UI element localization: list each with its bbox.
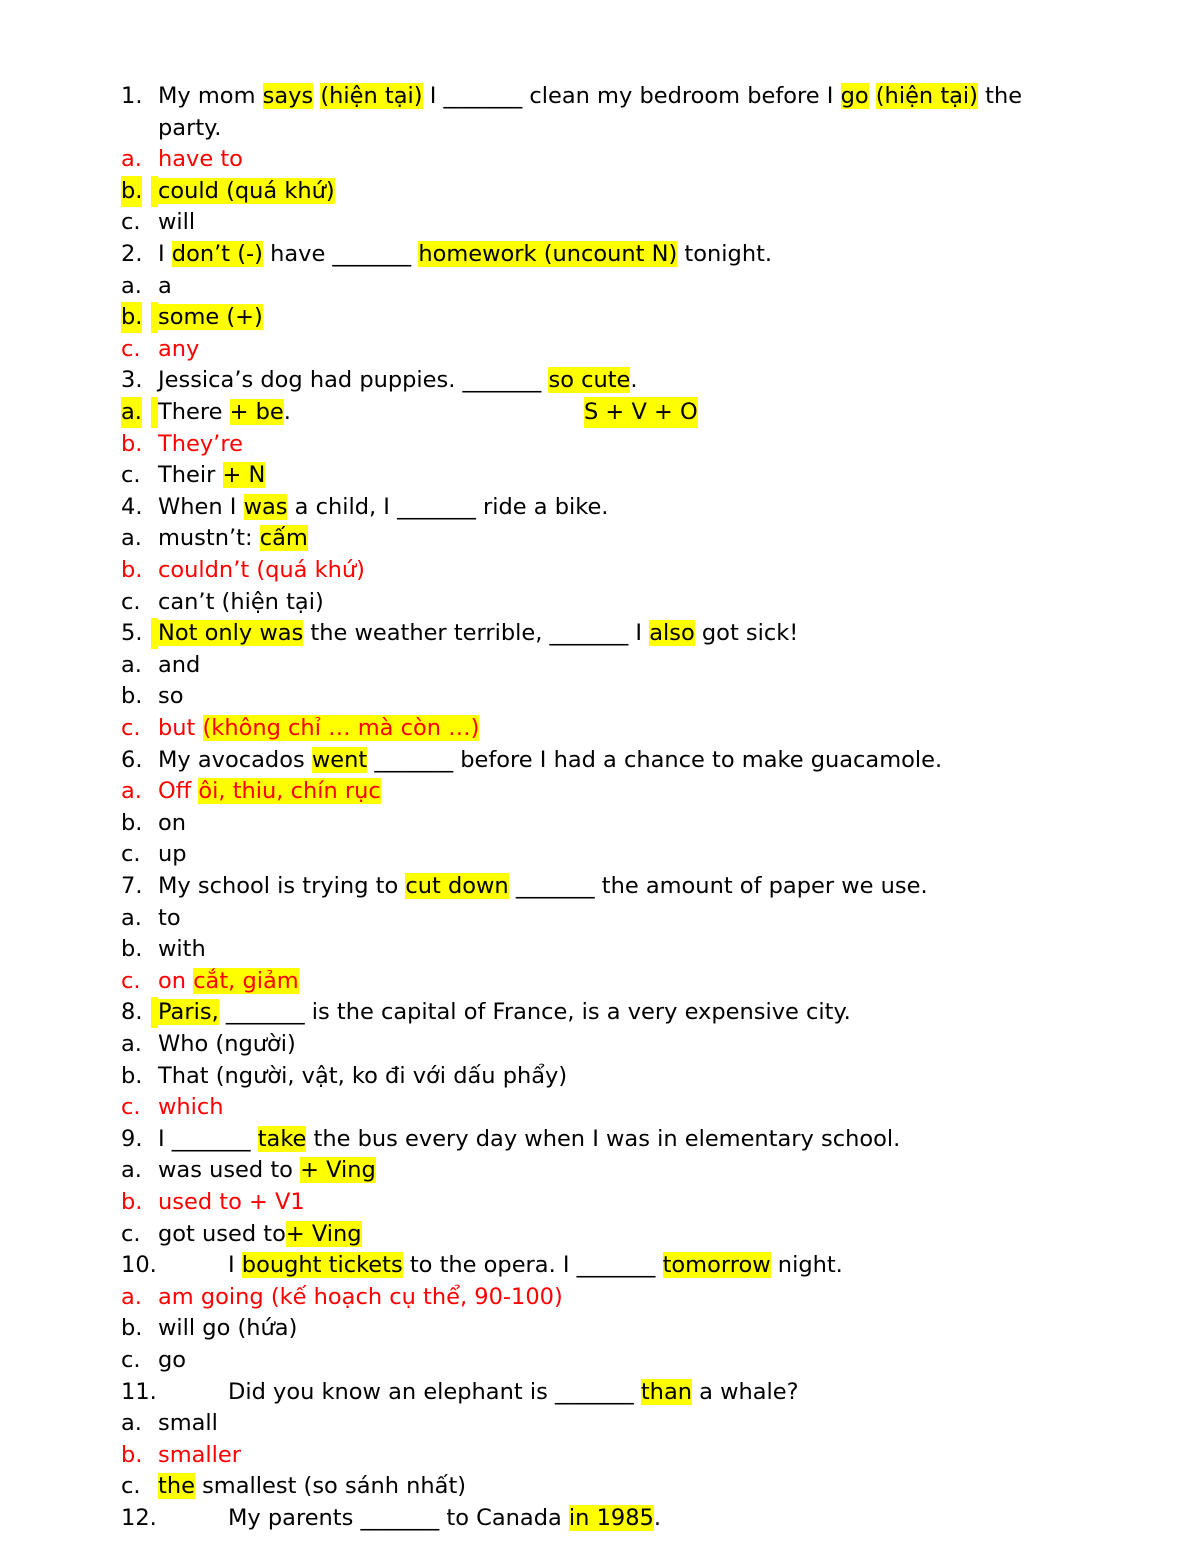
line-text xyxy=(151,302,263,333)
text-run: (hiện tại) xyxy=(875,83,978,109)
text-run: which xyxy=(158,1094,224,1121)
text-run: on xyxy=(158,809,187,836)
document-line xyxy=(0,397,1200,428)
text-run: used to + V1 xyxy=(158,1189,305,1215)
line-number: 3. xyxy=(121,367,143,394)
line-number: 4. xyxy=(121,493,143,520)
document-line xyxy=(0,1313,1200,1344)
text-run: the bus every day when I was in elementary school. xyxy=(306,1125,901,1152)
document-line xyxy=(0,618,1200,649)
line-number: c. xyxy=(121,1094,141,1121)
text-run: says xyxy=(262,83,314,109)
text-run: . xyxy=(283,399,291,425)
text-run: in 1985 xyxy=(568,1505,654,1531)
line-number: a. xyxy=(121,651,142,678)
line-number: a. xyxy=(121,146,142,173)
text-run: went xyxy=(311,746,368,773)
document-line xyxy=(0,903,1200,934)
line-number: c. xyxy=(121,1347,141,1373)
line-text xyxy=(158,1440,241,1471)
line-text xyxy=(151,618,798,649)
line-text xyxy=(158,113,221,144)
line-text xyxy=(158,239,772,270)
text-run: with xyxy=(158,936,206,963)
line-number: b. xyxy=(121,1189,143,1215)
document-line xyxy=(0,113,1200,144)
line-text xyxy=(158,1471,466,1502)
text-run: _______ the amount of paper we use. xyxy=(508,873,928,899)
line-number: b. xyxy=(121,1315,143,1342)
document-line xyxy=(0,871,1200,902)
line-text xyxy=(158,365,638,396)
text-run: could (quá khứ) xyxy=(158,177,335,204)
document-line xyxy=(0,1061,1200,1092)
document-line xyxy=(0,808,1200,839)
document-line xyxy=(0,1187,1200,1218)
text-run: so cute xyxy=(548,367,631,394)
document-line xyxy=(0,1155,1200,1186)
line-number: a. xyxy=(121,525,142,552)
line-number: a. xyxy=(121,904,142,931)
line-text xyxy=(158,334,199,365)
line-text xyxy=(158,144,243,175)
line-text xyxy=(158,1061,567,1092)
text-run: up xyxy=(158,841,187,868)
text-run: also xyxy=(649,620,695,647)
text-run: the xyxy=(158,1473,195,1500)
line-number: a. xyxy=(121,1283,142,1310)
text-run: so xyxy=(158,683,184,710)
text-run: cấm xyxy=(259,525,308,552)
text-run: Paris, xyxy=(158,999,219,1026)
text-run: to xyxy=(158,904,181,931)
line-text xyxy=(228,1377,799,1408)
document-line xyxy=(0,1503,1200,1534)
line-number: b. xyxy=(121,302,142,333)
text-run: + be xyxy=(229,399,284,425)
text-run: bought tickets xyxy=(241,1252,403,1279)
document-line xyxy=(0,1124,1200,1155)
line-number: 11. xyxy=(121,1378,157,1405)
document-line xyxy=(0,1029,1200,1060)
text-run: My avocados xyxy=(158,746,312,773)
document-line xyxy=(0,460,1200,491)
document-line xyxy=(0,745,1200,776)
text-run: I _______ clean my bedroom before I xyxy=(422,83,841,109)
line-text xyxy=(158,460,265,491)
line-text xyxy=(158,207,195,238)
text-run: When I xyxy=(158,493,244,520)
text-run: My mom xyxy=(158,83,263,109)
line-number: a. xyxy=(121,778,142,805)
text-run: was used to xyxy=(158,1157,301,1184)
line-text xyxy=(158,429,243,460)
text-run: + Ving xyxy=(300,1157,376,1184)
text-run: was xyxy=(243,493,288,520)
line-text xyxy=(151,176,335,207)
line-text xyxy=(158,808,186,839)
line-text xyxy=(158,1313,297,1344)
document-line xyxy=(0,207,1200,238)
text-run: party. xyxy=(158,114,222,141)
document-line xyxy=(0,966,1200,997)
line-text xyxy=(158,1092,224,1123)
text-run: ôi, thiu, chín rục xyxy=(198,778,381,805)
line-number: c. xyxy=(121,588,141,615)
text-run: will go (hứa) xyxy=(158,1315,298,1342)
line-text xyxy=(158,871,928,902)
line-number: b. xyxy=(121,683,143,710)
text-run: I xyxy=(228,1252,242,1279)
text-run: + N xyxy=(222,462,266,489)
line-number: a. xyxy=(121,1031,142,1057)
text-run: (hiện tại) xyxy=(320,83,423,109)
document-line xyxy=(0,1440,1200,1471)
line-number: a. xyxy=(121,1410,142,1437)
document-line xyxy=(0,1250,1200,1281)
line-number: c. xyxy=(121,1473,141,1500)
document-line xyxy=(0,1219,1200,1250)
text-run xyxy=(869,83,876,109)
text-run: cut down xyxy=(405,873,509,899)
document-line xyxy=(0,176,1200,207)
document-line xyxy=(0,1408,1200,1439)
line-number: b. xyxy=(121,936,143,963)
line-number: 6. xyxy=(121,746,143,773)
line-number: 1. xyxy=(121,83,143,109)
text-run: couldn’t (quá khứ) xyxy=(158,557,365,583)
line-text xyxy=(228,1250,843,1281)
text-run: go xyxy=(158,1347,187,1373)
text-run: have to xyxy=(158,146,243,173)
line-text xyxy=(158,492,608,523)
document-line xyxy=(0,681,1200,712)
line-text xyxy=(158,966,299,997)
line-text xyxy=(158,776,381,807)
text-run: Jessica’s dog had puppies. _______ xyxy=(158,367,549,394)
text-run: but xyxy=(158,715,203,741)
text-run: got used to xyxy=(158,1220,286,1247)
line-text xyxy=(158,839,187,870)
text-run: a xyxy=(158,272,172,299)
line-text xyxy=(158,523,308,554)
text-run: a whale? xyxy=(692,1378,799,1405)
line-number: b. xyxy=(121,430,143,457)
line-number: b. xyxy=(121,1062,143,1089)
document-line xyxy=(0,934,1200,965)
text-run: That (người, vật, ko đi với dấu phẩy) xyxy=(158,1062,568,1089)
line-text xyxy=(158,587,324,618)
document-line xyxy=(0,713,1200,744)
line-number: b. xyxy=(121,1441,143,1468)
text-run: to the opera. I _______ xyxy=(402,1252,663,1279)
text-run: . xyxy=(653,1505,662,1531)
text-run: Not only was xyxy=(158,620,304,647)
document-line xyxy=(0,239,1200,270)
text-run: tonight. xyxy=(677,241,773,267)
line-text xyxy=(158,1282,563,1313)
text-run: Their xyxy=(158,462,223,489)
text-run: Who (người) xyxy=(158,1031,296,1057)
text-run: than xyxy=(640,1378,692,1405)
line-text xyxy=(158,681,184,712)
text-run: small xyxy=(158,1410,218,1437)
line-number: c. xyxy=(121,462,141,489)
text-run: + Ving xyxy=(285,1220,362,1247)
text-run: _______ is the capital of France, is a very expensive city. xyxy=(218,999,851,1026)
line-text xyxy=(151,997,851,1028)
document-line xyxy=(0,587,1200,618)
document-line xyxy=(0,492,1200,523)
line-text xyxy=(151,397,291,428)
line-number: c. xyxy=(121,715,141,741)
text-run: can’t (hiện tại) xyxy=(158,588,324,615)
document-line xyxy=(0,1377,1200,1408)
document-line xyxy=(0,1471,1200,1502)
line-number: c. xyxy=(121,967,141,994)
text-run: My parents _______ to Canada xyxy=(228,1505,569,1531)
text-run: have _______ xyxy=(262,241,419,267)
line-number: c. xyxy=(121,335,141,362)
text-run: mustn’t: xyxy=(158,525,260,552)
document-line xyxy=(0,1345,1200,1376)
text-run: some (+) xyxy=(158,304,263,331)
line-text xyxy=(158,903,181,934)
line-number: 12. xyxy=(121,1505,157,1531)
line-number: 8. xyxy=(121,999,143,1026)
line-text xyxy=(158,745,942,776)
document-line xyxy=(0,81,1200,112)
line-text xyxy=(158,1124,900,1155)
line-text xyxy=(158,271,172,302)
line-text xyxy=(158,650,200,681)
text-run: Off xyxy=(158,778,199,805)
line-number: b. xyxy=(121,557,143,583)
text-run: . xyxy=(630,367,638,394)
line-text xyxy=(158,1029,296,1060)
document-line xyxy=(0,776,1200,807)
document-line xyxy=(0,997,1200,1028)
text-run: tomorrow xyxy=(662,1252,771,1279)
text-run: smallest (so sánh nhất) xyxy=(194,1473,467,1500)
document-line xyxy=(0,365,1200,396)
line-number: a. xyxy=(121,397,142,428)
text-run: (không chỉ … mà còn …) xyxy=(202,715,480,741)
line-number: 7. xyxy=(121,873,143,899)
text-run: There xyxy=(158,399,230,425)
line-number: 2. xyxy=(121,241,143,267)
text-run: They’re xyxy=(158,430,243,457)
text-run: take xyxy=(257,1125,307,1152)
text-run: the xyxy=(977,83,1023,109)
text-run: I _______ xyxy=(158,1125,258,1152)
document-line xyxy=(0,1282,1200,1313)
text-run: _______ before I had a chance to make guacamole. xyxy=(367,746,943,773)
text-run: smaller xyxy=(158,1441,242,1468)
document-line xyxy=(0,650,1200,681)
text-run: a child, I _______ ride a bike. xyxy=(287,493,609,520)
line-number: b. xyxy=(121,809,143,836)
text-run: on xyxy=(158,967,194,994)
line-text xyxy=(158,1187,305,1218)
line-number: c. xyxy=(121,1220,141,1247)
line-text xyxy=(158,1219,362,1250)
document-line xyxy=(0,144,1200,175)
line-text xyxy=(158,81,1022,112)
text-run: and xyxy=(158,651,201,678)
text-run: am going (kế hoạch cụ thể, 90-100) xyxy=(158,1283,563,1310)
line-number: a. xyxy=(121,1157,142,1184)
document-line xyxy=(0,302,1200,333)
line-number: c. xyxy=(121,841,141,868)
line-number: c. xyxy=(121,209,141,236)
text-run: don’t (-) xyxy=(171,241,263,267)
text-run: My school is trying to xyxy=(158,873,406,899)
document-line xyxy=(0,555,1200,586)
line-text xyxy=(158,555,365,586)
line-number: 5. xyxy=(121,620,143,647)
text-run: night. xyxy=(770,1252,843,1279)
document-line xyxy=(0,839,1200,870)
text-run: any xyxy=(158,335,200,362)
line-text xyxy=(158,934,206,965)
line-number: 10. xyxy=(121,1252,157,1279)
line-text xyxy=(158,1408,218,1439)
line-text xyxy=(228,1503,661,1534)
document-line xyxy=(0,1092,1200,1123)
line-number: b. xyxy=(121,176,142,207)
document-line xyxy=(0,429,1200,460)
text-run: the weather terrible, _______ I xyxy=(303,620,650,647)
document-line xyxy=(0,334,1200,365)
text-run: I xyxy=(158,241,172,267)
line-text xyxy=(158,713,479,744)
text-run: will xyxy=(158,209,196,236)
formula-note: S + V + O xyxy=(584,397,698,428)
line-text xyxy=(158,1345,186,1376)
text-run: Did you know an elephant is _______ xyxy=(228,1378,641,1405)
line-text xyxy=(158,1155,376,1186)
text-run: cắt, giảm xyxy=(193,967,299,994)
text-run: go xyxy=(840,83,869,109)
document-line xyxy=(0,523,1200,554)
document-line xyxy=(0,271,1200,302)
text-run: got sick! xyxy=(694,620,799,647)
text-run: homework (uncount N) xyxy=(418,241,678,267)
line-number: a. xyxy=(121,272,142,299)
line-number: 9. xyxy=(121,1125,143,1152)
